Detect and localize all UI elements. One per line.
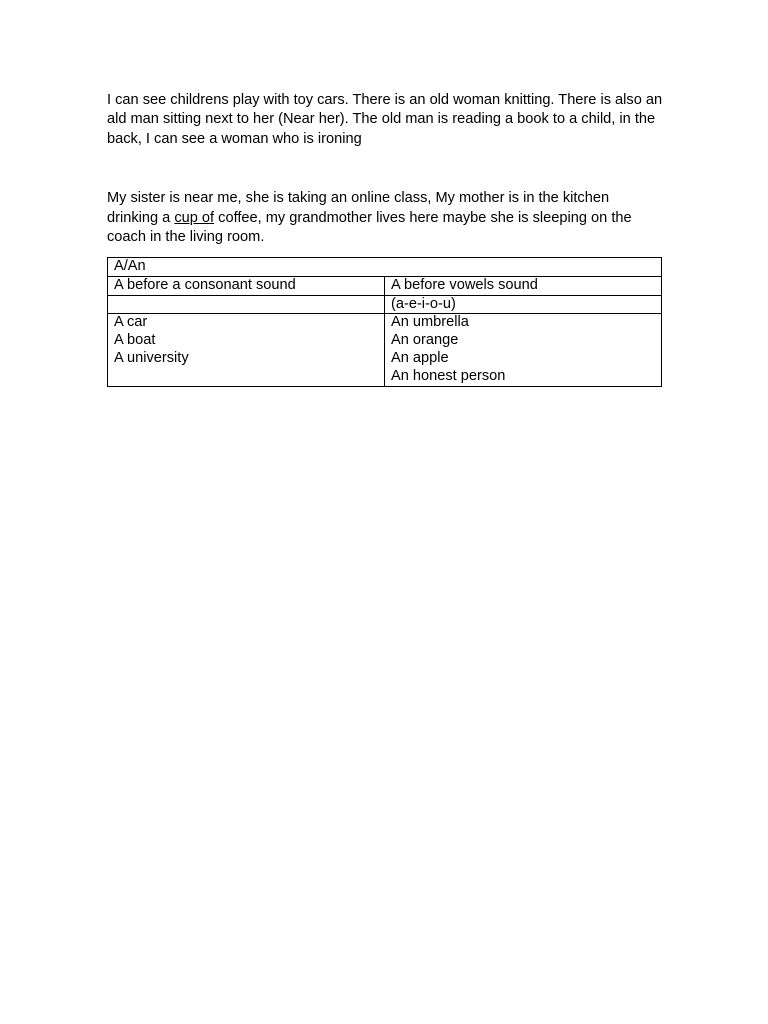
consonant-examples	[108, 314, 385, 386]
list-item: An orange	[391, 332, 459, 349]
subheader-vowels: (a-e-i-o-u)	[385, 295, 662, 314]
table-subheader-row	[108, 295, 662, 314]
subheader-left	[108, 295, 385, 314]
header-consonant: A before a consonant sound	[108, 276, 385, 295]
table-header-row	[108, 276, 662, 295]
underlined-phrase: cup of	[174, 209, 215, 226]
a-an-table	[107, 257, 662, 387]
document-body	[107, 91, 663, 247]
list-item: A university	[114, 349, 189, 366]
header-vowel: A before vowels sound	[385, 276, 662, 295]
table-title: A/An	[108, 258, 662, 277]
paragraph-family-end: coffee, my grandmother lives here maybe she is sleeping on the coach in the living room.	[107, 209, 632, 246]
vowel-examples	[385, 314, 662, 386]
table-title-row	[108, 258, 662, 277]
paragraph-family	[107, 189, 663, 247]
list-item: A boat	[114, 332, 156, 349]
list-item: An honest person	[391, 367, 506, 384]
list-item: An umbrella	[391, 314, 469, 331]
paragraph-description: I can see childrens play with toy cars. There is an old woman knitting. There is also an ald man sitting next to her (Near her). The old man is reading a book to a child, in the back, I can see a woman who is ironing	[107, 92, 663, 147]
table-examples-row	[108, 314, 662, 386]
paragraph-family-start: My sister is near me, she is taking an online class, My mother is in the kitchen drinking a	[107, 190, 610, 226]
list-item: A car	[114, 314, 148, 331]
list-item: An apple	[391, 349, 449, 366]
